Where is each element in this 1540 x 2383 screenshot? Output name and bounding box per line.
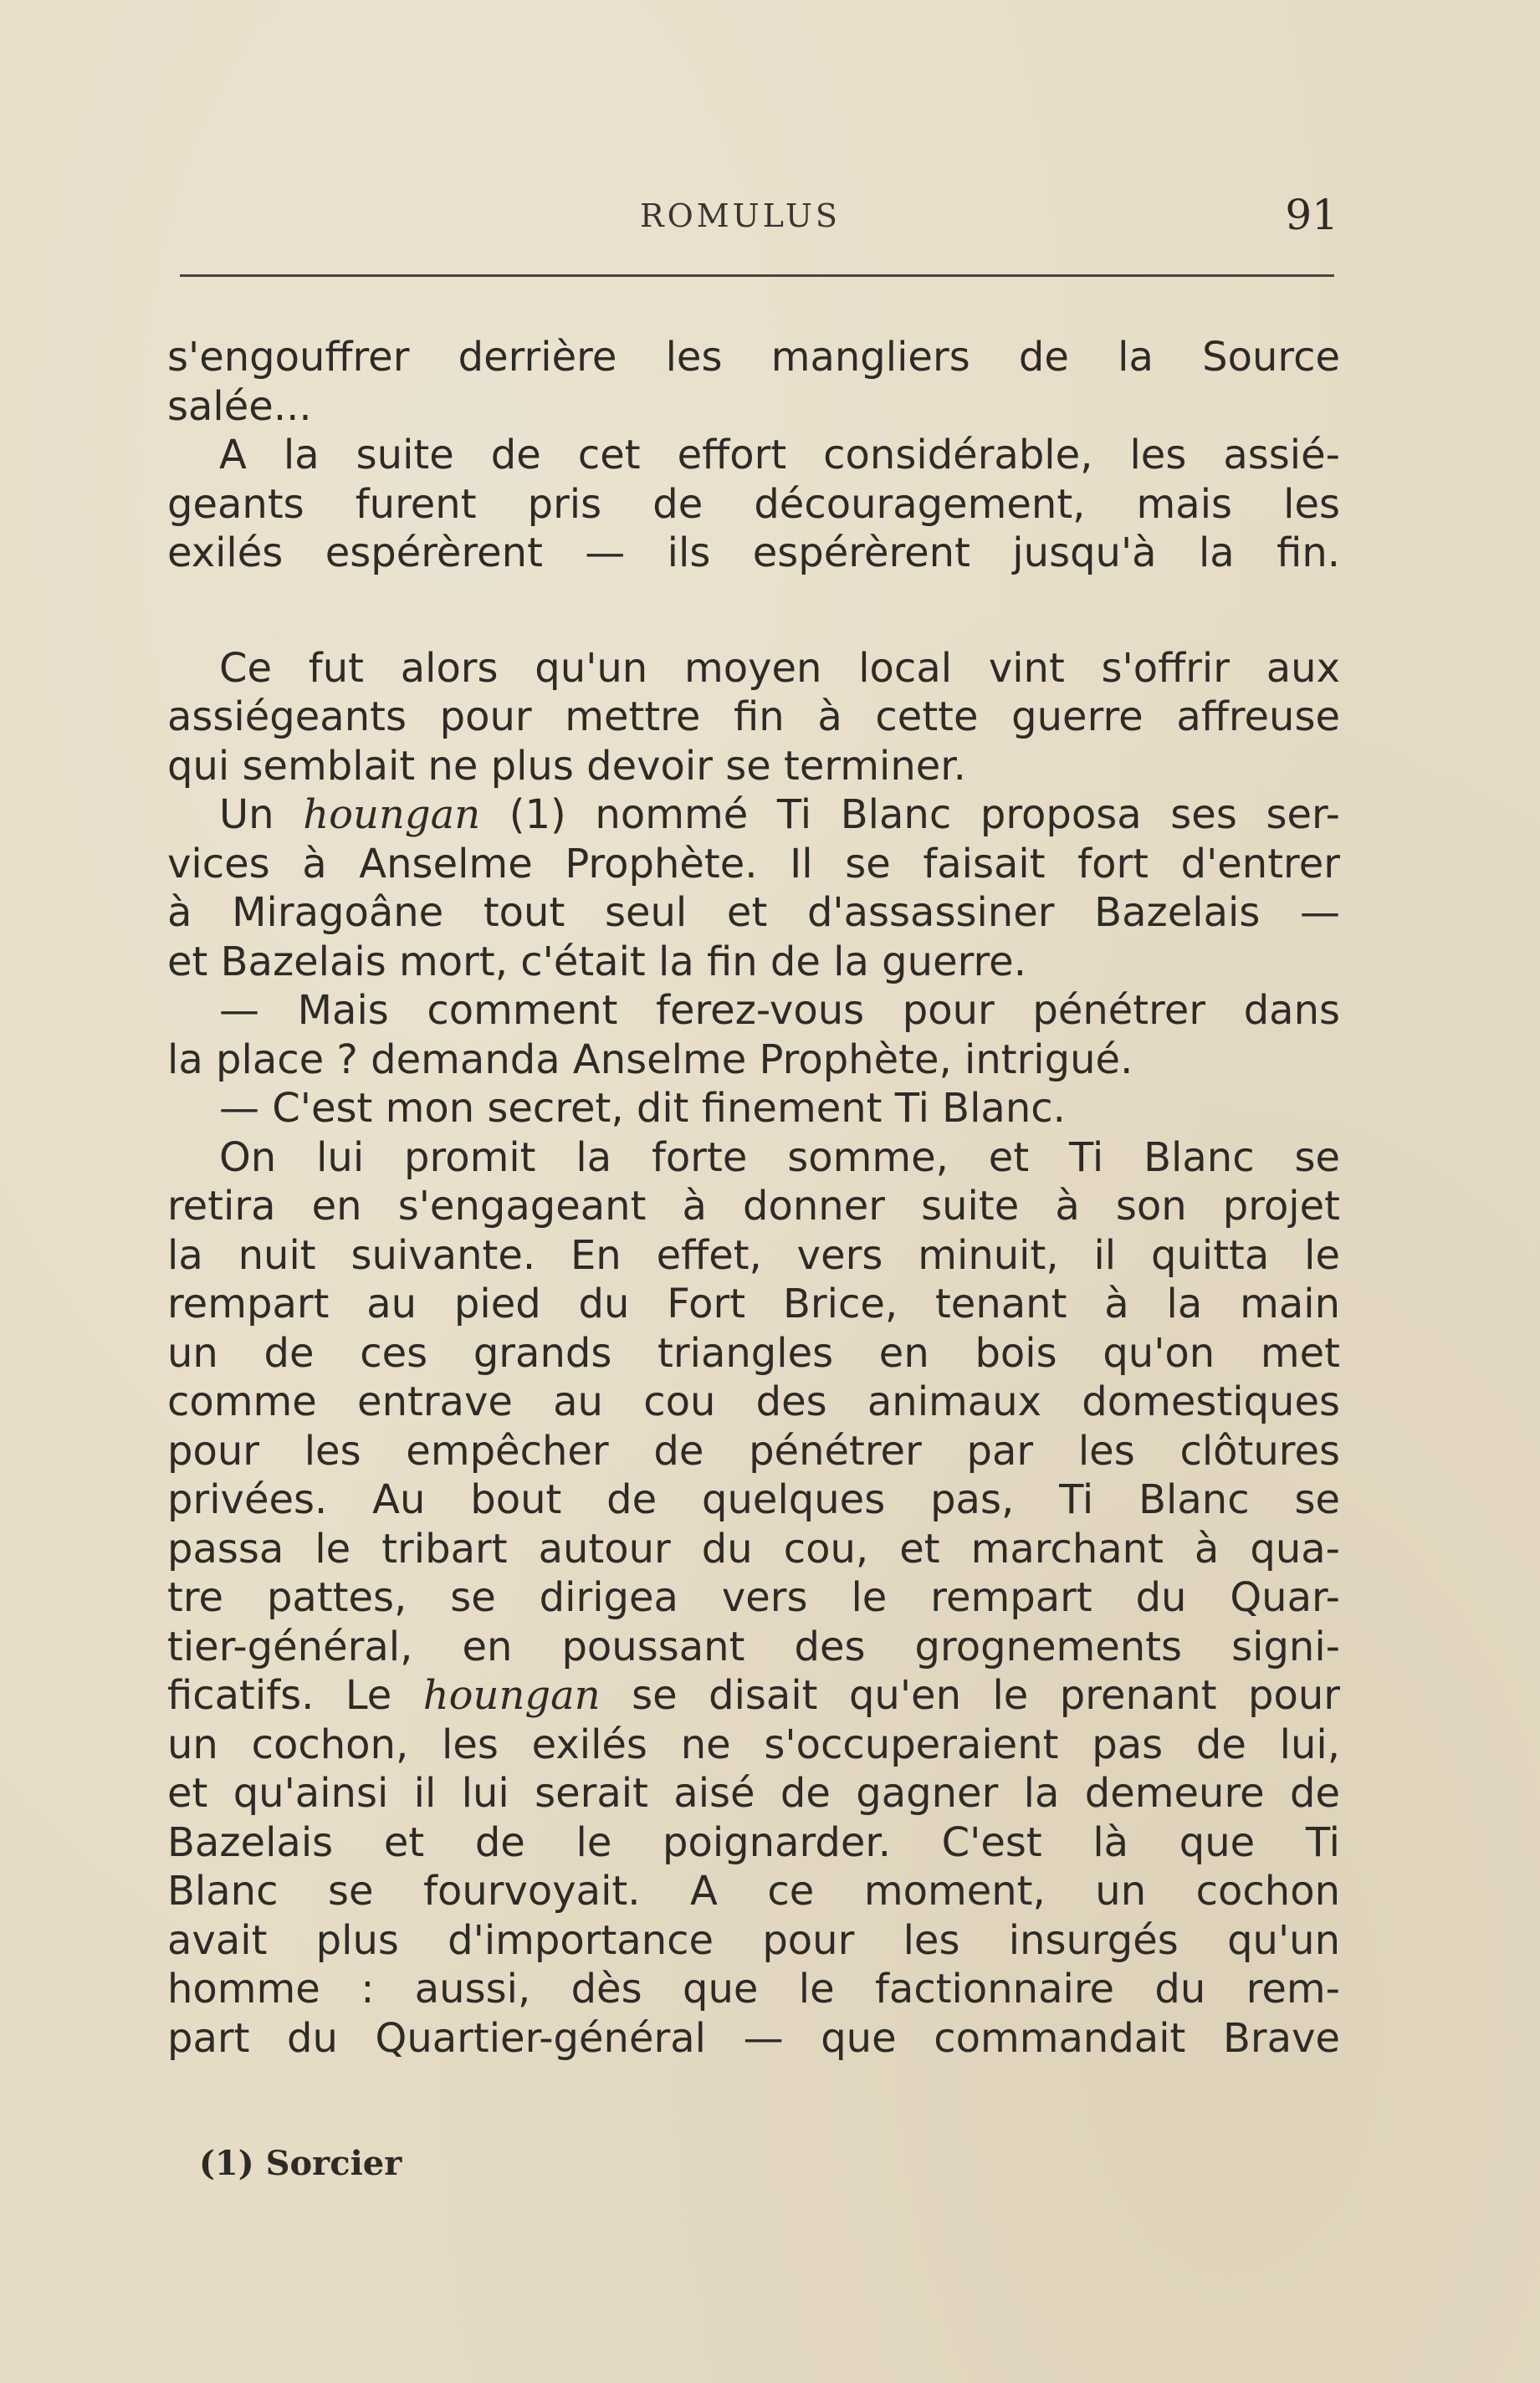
text-line: tre pattes, se dirigea vers le rempart du Quar- — [167, 1574, 1340, 1621]
text-line: un de ces grands triangles en bois qu'on met — [167, 1329, 1340, 1377]
text-line: exilés espérèrent — ils espérèrent jusqu'à la fin. — [167, 529, 1340, 576]
text-line: Blanc se fourvoyait. A ce moment, un cochon — [167, 1868, 1340, 1915]
footnote: (1) Sorcier — [199, 2144, 402, 2183]
text-line: retira en s'engageant à donner suite à son projet — [167, 1183, 1340, 1230]
text-line: qui semblait ne plus devoir se terminer. — [167, 742, 966, 790]
text-run: Un — [219, 791, 274, 838]
text-line: la nuit suivante. En effet, vers minuit, il quitta le — [167, 1231, 1340, 1279]
section-gap — [167, 578, 1340, 644]
text-line: vices à Anselme Prophète. Il se faisait fort d'entrer — [167, 840, 1340, 887]
text-line: tier-général, en poussant des grognements signi- — [167, 1623, 1340, 1670]
italic-word: houngan — [303, 791, 481, 838]
text-line: privées. Au bout de quelques pas, Ti Blanc se — [167, 1476, 1340, 1523]
text-line: salée... — [167, 382, 312, 430]
text-line: et qu'ainsi il lui serait aisé de gagner la demeure de — [167, 1770, 1340, 1817]
text-line: — Mais comment ferez-vous pour pénétrer dans — [219, 987, 1340, 1034]
text-run: (1) nommé Ti Blanc proposa ses ser- — [509, 791, 1341, 838]
text-run: se disait qu'en le prenant pour — [632, 1672, 1341, 1719]
text-line: un cochon, les exilés ne s'occuperaient pas de lui, — [167, 1721, 1340, 1768]
text-line: On lui promit la forte somme, et Ti Blanc se — [219, 1133, 1340, 1181]
text-line: — C'est mon secret, dit finement Ti Blanc. — [219, 1085, 1066, 1132]
text-line: s'engouffrer derrière les mangliers de la Source — [167, 334, 1340, 381]
text-line: la place ? demanda Anselme Prophète, intrigué. — [167, 1036, 1133, 1083]
text-line: comme entrave au cou des animaux domestiques — [167, 1378, 1340, 1425]
body-text — [167, 333, 1340, 2063]
text-line: avait plus d'importance pour les insurgés qu'un — [167, 1916, 1340, 1964]
page-number: 91 — [1285, 191, 1338, 239]
header-rule — [180, 274, 1334, 277]
text-line — [167, 1671, 1340, 1721]
text-line: geants furent pris de découragement, mais les — [167, 480, 1340, 528]
text-line: part du Quartier-général — que commandait Brave — [167, 2014, 1340, 2062]
text-line — [167, 790, 1340, 840]
text-line: Bazelais et de le poignarder. C'est là que Ti — [167, 1818, 1340, 1866]
running-head — [167, 191, 1338, 256]
italic-word: houngan — [422, 1672, 601, 1719]
text-line: assiégeants pour mettre fin à cette guerre affreuse — [167, 693, 1340, 740]
text-line: A la suite de cet effort considérable, les assié- — [219, 432, 1340, 478]
text-line: passa le tribart autour du cou, et marchant à qua- — [167, 1525, 1340, 1572]
text-line: et Bazelais mort, c'était la fin de la guerre. — [167, 938, 1026, 985]
running-title: ROMULUS — [640, 197, 841, 234]
text-line: pour les empêcher de pénétrer par les clôtures — [167, 1427, 1340, 1475]
text-line: Ce fut alors qu'un moyen local vint s'offrir aux — [219, 644, 1340, 692]
text-line: rempart au pied du Fort Brice, tenant à la main — [167, 1281, 1340, 1327]
text-run: ficatifs. Le — [167, 1672, 392, 1719]
text-line: homme : aussi, dès que le factionnaire du rem- — [167, 1966, 1340, 2012]
text-line: à Miragoâne tout seul et d'assassiner Bazelais — — [167, 889, 1340, 936]
